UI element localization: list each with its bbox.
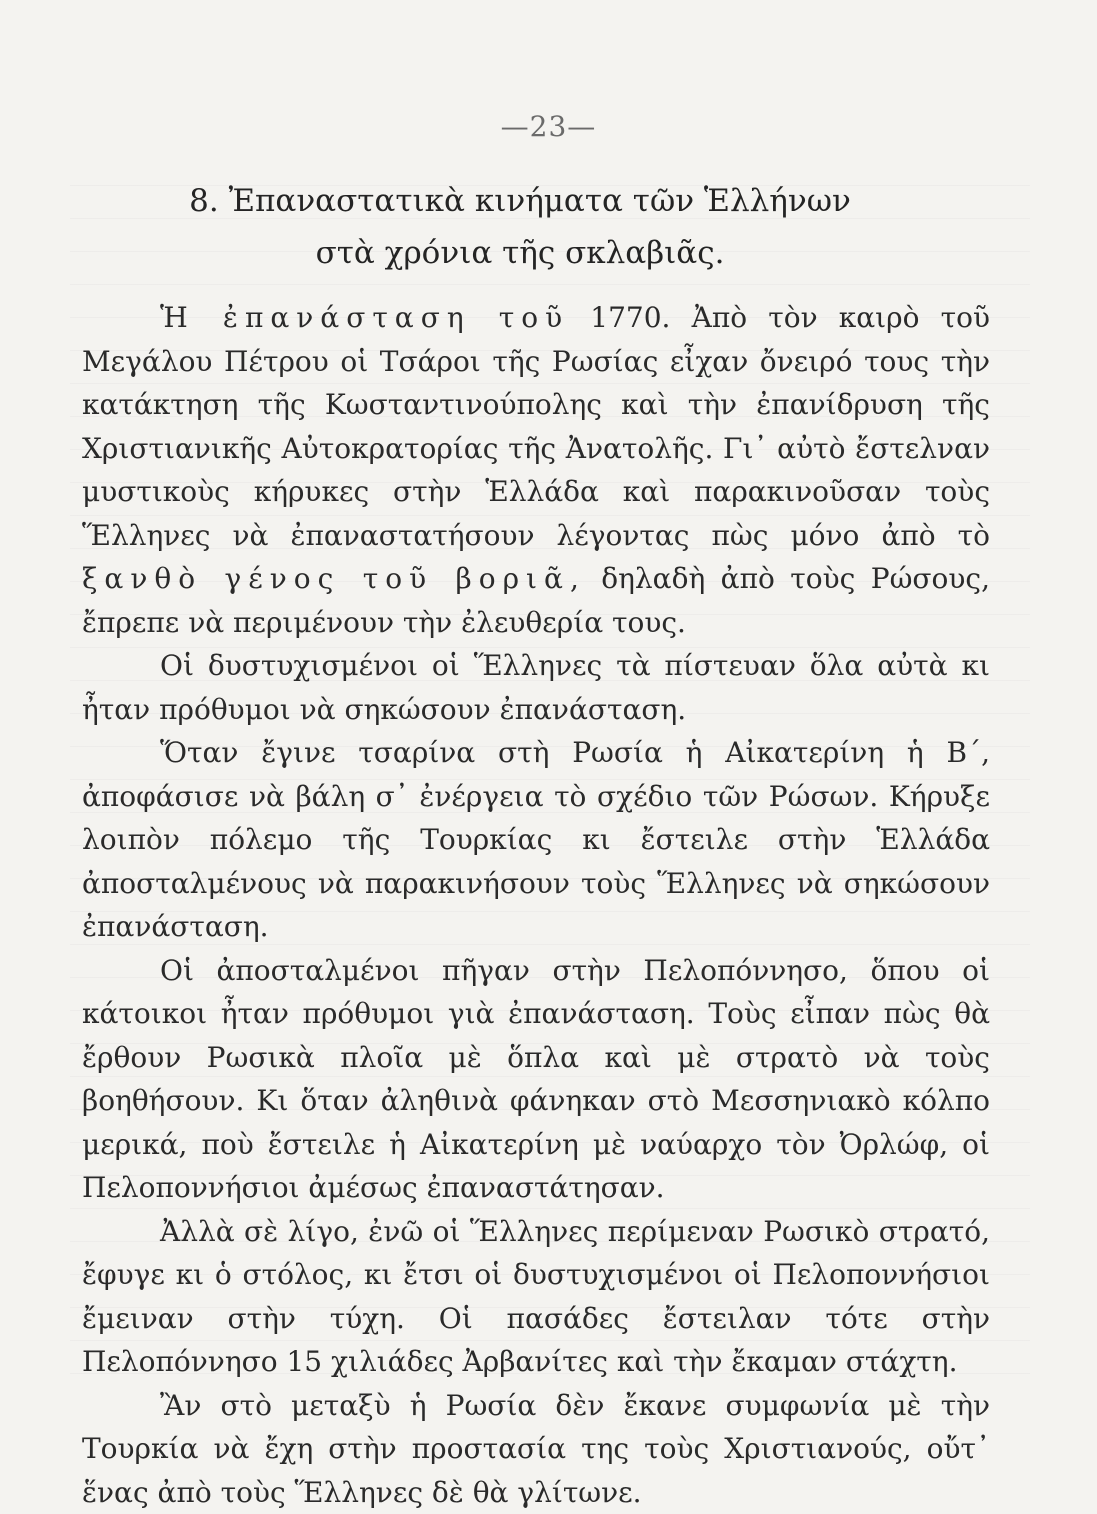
paragraph-tail: δηλαδὴ ἀπὸ τοὺς Ρώσους, ἔπρεπε νὰ περιμένουν τὴν ἐλευθερία τους.	[82, 562, 990, 639]
section-title: Ἐπαναστατικὰ κινήματα τῶν Ἑλλήνων στὰ χρόνια τῆς σκλαβιᾶς.	[229, 183, 851, 271]
paragraph-lead: Ἡ ἐπανάσταση τοῦ	[160, 301, 569, 334]
paragraph: Ἂν στὸ μεταξὺ ἡ Ρωσία δὲν ἔκανε συμφωνία μὲ τὴν Τουρκία νὰ ἔχη στὴν προστασία της τοὺς Χριστιανούς, οὔτ᾿ ἕνας ἀπὸ τοὺς Ἕλληνες δὲ θὰ γλίτωνε.	[82, 1384, 990, 1514]
paragraph: Ἀλλὰ σὲ λίγο, ἐνῶ οἱ Ἕλληνες περίμεναν Ρωσικὸ στρατό, ἔφυγε κι ὁ στόλος, κι ἔτσι οἱ δυστυχισμένοι οἱ Πελοποννήσιοι ἔμειναν στὴν τύχη. Οἱ πασάδες ἔστειλαν τότε στὴν Πελοπόννησο 15 χιλιάδες Ἀρβανίτες καὶ τὴν ἔκαμαν στάχτη.	[82, 1210, 990, 1384]
paragraph	[82, 296, 990, 644]
body-text	[82, 296, 990, 1514]
section-number: 8.	[189, 183, 219, 219]
section-heading	[160, 175, 880, 279]
paragraph: Ὅταν ἔγινε τσαρίνα στὴ Ρωσία ἡ Αἰκατερίνη ἡ Β΄, ἀποφάσισε νὰ βάλη σ᾿ ἐνέργεια τὸ σχέδιο τῶν Ρώσων. Κήρυξε λοιπὸν πόλεμο τῆς Τουρκίας κι ἔστειλε στὴν Ἑλλάδα ἀποσταλμένους νὰ παρακινήσουν τοὺς Ἕλληνες νὰ σηκώσουν ἐπανάσταση.	[82, 731, 990, 949]
paragraph: Οἱ δυστυχισμένοι οἱ Ἕλληνες τὰ πίστευαν ὅλα αὐτὰ κι ἦταν πρόθυμοι νὰ σηκώσουν ἐπανάσταση.	[82, 644, 990, 731]
paragraph-text: 1770. Ἀπὸ τὸν καιρὸ τοῦ Μεγάλου Πέτρου οἱ Τσάροι τῆς Ρωσίας εἶχαν ὄνειρό τους τὴν κατάκτηση τῆς Κωσταντινούπολης καὶ τὴν ἐπανίδρυση τῆς Χριστιανικῆς Αὐτοκρατορίας τῆς Ἀνατολῆς. Γι᾿ αὐτὸ ἔστελναν μυστικοὺς κήρυκες στὴν Ἑλλάδα καὶ παρακινοῦσαν τοὺς Ἕλληνες νὰ ἐπαναστατήσουν λέγοντας πὼς μόνο ἀπὸ τὸ	[82, 301, 990, 552]
page-number: —23—	[0, 110, 1097, 143]
paragraph: Οἱ ἀποσταλμένοι πῆγαν στὴν Πελοπόννησο, ὅπου οἱ κάτοικοι ἦταν πρόθυμοι γιὰ ἐπανάσταση. Τοὺς εἶπαν πὼς θὰ ἔρθουν Ρωσικὰ πλοῖα μὲ ὅπλα καὶ μὲ στρατὸ νὰ τοὺς βοηθήσουν. Κι ὅταν ἀληθινὰ φάνηκαν στὸ Μεσσηνιακὸ κόλπο μερικά, ποὺ ἔστειλε ἡ Αἰκατερίνη μὲ ναύαρχο τὸν Ὀρλώφ, οἱ Πελοποννήσιοι ἀμέσως ἐπαναστάτησαν.	[82, 949, 990, 1210]
paragraph-emphasis: ξανθὸ γένος τοῦ βοριᾶ,	[82, 562, 586, 595]
